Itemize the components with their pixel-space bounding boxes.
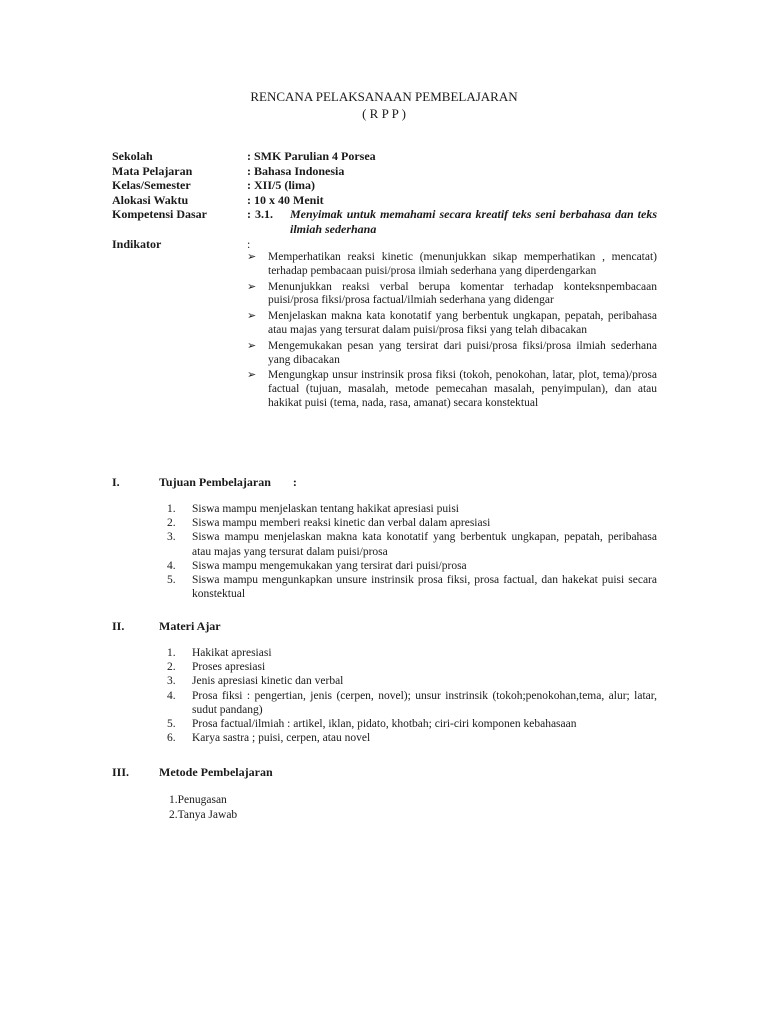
- indikator-text: Menunjukkan reaksi verbal berupa komentar terhadap konteksnpembacaan puisi/prosa fiksi/prosa factual/ilmiah sederhana yang didengar: [268, 280, 657, 307]
- metode-list: [169, 793, 657, 823]
- item-text: Jenis apresiasi kinetic dan verbal: [192, 675, 344, 688]
- item-number: 4.: [167, 689, 176, 702]
- item-text: Siswa mampu mengemukakan yang tersirat dari puisi/prosa: [192, 559, 467, 572]
- identity-value: : Bahasa Indonesia: [247, 163, 345, 178]
- list-item: [247, 251, 657, 279]
- list-item: [167, 502, 657, 516]
- item-text: Siswa mampu memberi reaksi kinetic dan verbal dalam apresiasi: [192, 517, 491, 530]
- item-number: 5.: [167, 718, 176, 731]
- list-item: [167, 717, 657, 731]
- indikator-section: [112, 237, 657, 413]
- kompetensi-colon: :: [247, 207, 251, 221]
- item-number: 6.: [167, 732, 176, 745]
- indikator-list: [247, 251, 657, 411]
- kompetensi-text: Menyimak untuk memahami secara kreatif teks seni berbahasa dan teks ilmiah sederhana: [290, 207, 657, 236]
- list-item: 1.Penugasan: [169, 794, 227, 806]
- indikator-colon: :: [247, 237, 251, 251]
- item-number: 3.: [167, 531, 176, 544]
- list-item: [247, 369, 657, 410]
- list-item: 2.Tanya Jawab: [169, 809, 238, 821]
- identity-row-kelas: [112, 178, 657, 193]
- identity-value: : XII/5 (lima): [247, 178, 315, 192]
- materi-section: [112, 618, 657, 745]
- tujuan-section: [112, 474, 657, 601]
- item-number: 1.: [167, 647, 176, 659]
- list-item: [167, 516, 657, 530]
- item-text: Siswa mampu menjelaskan makna kata konotatif yang berbentuk ungkapan, pepatah, peribahasa atau majas yang tersurat dalam puisi/prosa: [192, 531, 657, 558]
- kompetensi-number: 3.1.: [255, 207, 273, 221]
- indikator-text: Menjelaskan makna kata konotatif yang berbentuk ungkapan, pepatah, peribahasa atau majas yang tersurat dalam puisi/prosa fiksi yang telah dibacakan: [268, 310, 657, 336]
- indikator-text: Mengungkap unsur instrinsik prosa fiksi (tokoh, penokohan, latar, plot, tema)/prosa factual (tujuan, masalah, metode pemecahan masalah, penyimpulan), dan atau hakikat puisi (tema, nada, rasa, amanat) secara konstektual: [268, 369, 657, 409]
- arrow-bullet-icon: ➢: [247, 369, 257, 382]
- section-number: III.: [112, 765, 130, 779]
- identity-row-sekolah: [112, 149, 657, 164]
- item-number: 2.: [167, 661, 176, 674]
- item-number: 2.: [167, 517, 176, 530]
- list-item: [247, 281, 657, 309]
- list-item: [247, 340, 657, 368]
- list-item: [167, 674, 657, 688]
- metode-section: [112, 764, 657, 823]
- identity-table: [112, 149, 657, 236]
- item-text: Hakikat apresiasi: [192, 647, 272, 659]
- section-title: Metode Pembelajaran: [159, 765, 273, 779]
- kompetensi-dasar-row: [112, 207, 657, 236]
- section-title: Materi Ajar: [159, 619, 221, 633]
- item-text: Prosa factual/ilmiah : artikel, iklan, pidato, khotbah; ciri-ciri komponen kebahasaan: [192, 718, 577, 731]
- list-item: [167, 731, 657, 745]
- identity-row-alokasi: [112, 193, 657, 208]
- item-text: Siswa mampu menjelaskan tentang hakikat apresiasi puisi: [192, 503, 459, 515]
- materi-list: [167, 646, 657, 745]
- section-heading: [112, 618, 657, 634]
- kompetensi-label: Kompetensi Dasar: [112, 207, 207, 221]
- identity-row-mapel: [112, 164, 657, 179]
- item-number: 1.: [167, 503, 176, 515]
- list-item: [167, 660, 657, 674]
- section-heading: [112, 764, 657, 780]
- document-subtitle: ( R P P ): [362, 106, 406, 121]
- identity-value: : 10 x 40 Menit: [247, 192, 324, 207]
- tujuan-list: [167, 502, 657, 601]
- section-colon: :: [292, 475, 297, 489]
- identity-label: Mata Pelajaran: [112, 163, 193, 178]
- section-title: Tujuan Pembelajaran: [159, 475, 271, 489]
- item-number: 5.: [167, 574, 176, 587]
- item-text: Siswa mampu mengunkapkan unsure instrinsik prosa fiksi, prosa factual, dan hakekat puisi secara konstektual: [192, 574, 657, 601]
- section-number: II.: [112, 619, 125, 633]
- item-number: 4.: [167, 559, 176, 572]
- item-text: Proses apresiasi: [192, 661, 266, 674]
- identity-label: Alokasi Waktu: [112, 192, 189, 207]
- list-item: [167, 530, 657, 558]
- list-item: [247, 310, 657, 338]
- arrow-bullet-icon: ➢: [247, 280, 257, 293]
- list-item: [167, 559, 657, 573]
- list-item: [167, 573, 657, 601]
- identity-value: : SMK Parulian 4 Porsea: [247, 149, 376, 163]
- arrow-bullet-icon: ➢: [247, 310, 257, 323]
- indikator-text: Mengemukakan pesan yang tersirat dari puisi/prosa fiksi/prosa ilmiah sederhana yang dibacakan: [268, 339, 657, 366]
- indikator-label: Indikator: [112, 237, 162, 251]
- arrow-bullet-icon: ➢: [247, 251, 257, 263]
- item-text: Prosa fiksi : pengertian, jenis (cerpen, novel); unsur instrinsik (tokoh;penokohan,tema, alur; latar, sudut pandang): [192, 689, 657, 716]
- list-item: [167, 646, 657, 660]
- identity-label: Kelas/Semester: [112, 178, 191, 192]
- document-title: RENCANA PELAKSANAAN PEMBELAJARAN: [250, 89, 518, 104]
- section-heading: [112, 474, 657, 490]
- identity-label: Sekolah: [112, 149, 153, 163]
- arrow-bullet-icon: ➢: [247, 339, 257, 352]
- section-number: I.: [112, 475, 120, 489]
- list-item: [167, 689, 657, 717]
- title-block: [0, 88, 768, 122]
- indikator-head: [112, 237, 657, 251]
- item-text: Karya sastra ; puisi, cerpen, atau novel: [192, 732, 371, 745]
- item-number: 3.: [167, 675, 176, 688]
- indikator-text: Memperhatikan reaksi kinetic (menunjukkan sikap memperhatikan , mencatat) terhadap pembacaan puisi/prosa ilmiah sederhana yang diperdengarkan: [268, 251, 657, 277]
